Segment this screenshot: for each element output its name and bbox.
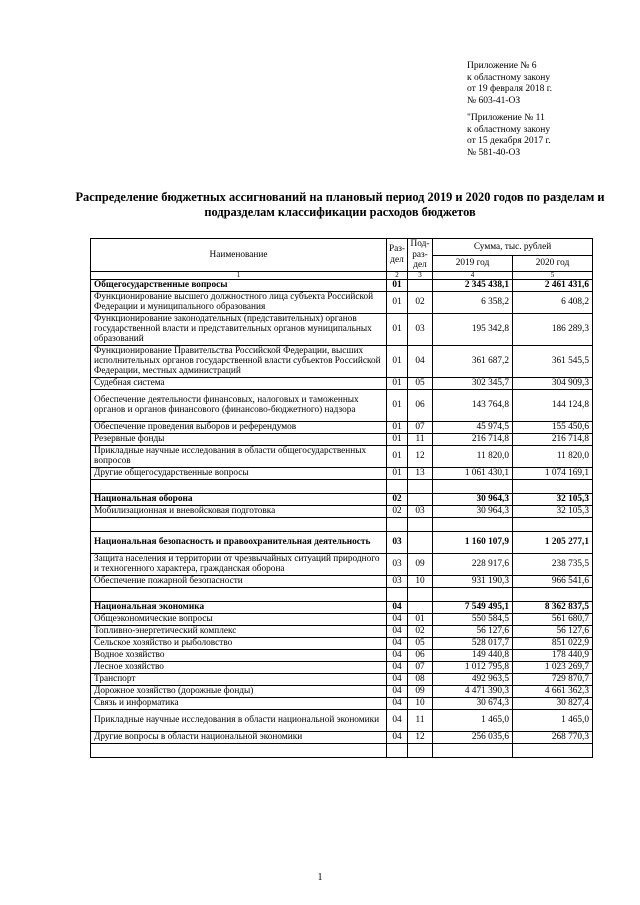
- table-row: [91, 575, 593, 587]
- cell-subsection: 13: [408, 467, 433, 479]
- cell-section: 01: [387, 279, 408, 291]
- empty-cell: [408, 587, 433, 601]
- table-row: [91, 389, 593, 421]
- cell-section: 01: [387, 467, 408, 479]
- header-year-2020: 2020 год: [513, 256, 593, 271]
- cell-subsection: [408, 531, 433, 553]
- column-number: 3: [408, 271, 433, 279]
- empty-cell: [408, 743, 433, 757]
- empty-cell: [513, 587, 593, 601]
- cell-amount-2019: 7 549 495,1: [433, 601, 513, 613]
- empty-cell: [433, 743, 513, 757]
- cell-section: 01: [387, 313, 408, 345]
- cell-subsection: 05: [408, 637, 433, 649]
- cell-amount-2019: 30 964,3: [433, 493, 513, 505]
- table-row: [91, 421, 593, 433]
- annex-line: "Приложение № 11: [467, 113, 545, 123]
- cell-section: 03: [387, 575, 408, 587]
- cell-name: Национальная экономика: [91, 601, 387, 613]
- cell-amount-2020: 238 735,5: [513, 553, 593, 575]
- empty-cell: [513, 517, 593, 531]
- cell-subsection: 01: [408, 613, 433, 625]
- cell-amount-2019: 30 674,3: [433, 697, 513, 709]
- cell-name: Топливно-энергетический комплекс: [91, 625, 387, 637]
- section-row: [91, 279, 593, 291]
- cell-section: 02: [387, 505, 408, 517]
- cell-name: Общеэкономические вопросы: [91, 613, 387, 625]
- cell-name: Судебная система: [91, 377, 387, 389]
- cell-amount-2019: 228 917,6: [433, 553, 513, 575]
- cell-name: Прикладные научные исследования в области общегосударственных вопросов: [91, 445, 387, 467]
- empty-cell: [387, 743, 408, 757]
- table-body: [91, 279, 593, 757]
- cell-section: 04: [387, 649, 408, 661]
- cell-amount-2019: 143 764,8: [433, 389, 513, 421]
- cell-subsection: 10: [408, 575, 433, 587]
- cell-amount-2019: 2 345 438,1: [433, 279, 513, 291]
- cell-subsection: 12: [408, 731, 433, 743]
- table-row: [91, 313, 593, 345]
- cell-subsection: 11: [408, 709, 433, 731]
- section-row: [91, 493, 593, 505]
- cell-amount-2019: 256 035,6: [433, 731, 513, 743]
- cell-amount-2019: 1 465,0: [433, 709, 513, 731]
- cell-name: Другие общегосударственные вопросы: [91, 467, 387, 479]
- cell-name: Лесное хозяйство: [91, 661, 387, 673]
- cell-section: 01: [387, 445, 408, 467]
- cell-amount-2019: 1 061 430,1: [433, 467, 513, 479]
- cell-name: Прикладные научные исследования в области национальной экономики: [91, 709, 387, 731]
- annex-reference-previous: [467, 113, 551, 159]
- empty-cell: [408, 479, 433, 493]
- spacer-row: [91, 479, 593, 493]
- cell-subsection: 03: [408, 505, 433, 517]
- cell-section: 04: [387, 697, 408, 709]
- table-row: [91, 505, 593, 517]
- table-row: [91, 445, 593, 467]
- cell-subsection: 08: [408, 673, 433, 685]
- table-row: [91, 697, 593, 709]
- cell-amount-2020: 1 465,0: [513, 709, 593, 731]
- cell-section: 04: [387, 685, 408, 697]
- cell-amount-2020: 56 127,6: [513, 625, 593, 637]
- cell-amount-2020: 1 023 269,7: [513, 661, 593, 673]
- cell-section: 01: [387, 433, 408, 445]
- cell-amount-2019: 528 017,7: [433, 637, 513, 649]
- cell-subsection: 10: [408, 697, 433, 709]
- cell-section: 04: [387, 709, 408, 731]
- cell-name: Обеспечение проведения выборов и референдумов: [91, 421, 387, 433]
- cell-subsection: 07: [408, 421, 433, 433]
- header-amount: Сумма, тыс. рублей: [433, 239, 593, 256]
- empty-cell: [513, 479, 593, 493]
- table-row: [91, 625, 593, 637]
- cell-name: Обеспечение деятельности финансовых, налоговых и таможенных органов и органов финансового (финансово-бюджетного) надзора: [91, 389, 387, 421]
- spacer-row: [91, 743, 593, 757]
- cell-section: 04: [387, 637, 408, 649]
- cell-amount-2020: 6 408,2: [513, 291, 593, 313]
- cell-amount-2019: 56 127,6: [433, 625, 513, 637]
- cell-name: Резервные фонды: [91, 433, 387, 445]
- cell-subsection: [408, 493, 433, 505]
- cell-amount-2019: 6 358,2: [433, 291, 513, 313]
- cell-name: Сельское хозяйство и рыболовство: [91, 637, 387, 649]
- empty-cell: [91, 743, 387, 757]
- cell-name: Другие вопросы в области национальной экономики: [91, 731, 387, 743]
- table-row: [91, 345, 593, 377]
- table-row: [91, 661, 593, 673]
- cell-name: Функционирование законодательных (представительных) органов государственной власти и представительных органов муниципальных образований: [91, 313, 387, 345]
- annex-reference-current: [467, 61, 552, 107]
- cell-subsection: 06: [408, 649, 433, 661]
- annex-line: к областному закону: [467, 124, 551, 135]
- annex-line: от 19 февраля 2018 г.: [467, 84, 552, 95]
- table-row: [91, 685, 593, 697]
- cell-name: Водное хозяйство: [91, 649, 387, 661]
- cell-amount-2020: 32 105,3: [513, 505, 593, 517]
- cell-amount-2020: 30 827,4: [513, 697, 593, 709]
- header-section: Раз-дел: [387, 239, 408, 272]
- cell-section: 04: [387, 673, 408, 685]
- table-row: [91, 731, 593, 743]
- cell-subsection: 02: [408, 291, 433, 313]
- cell-section: 04: [387, 613, 408, 625]
- cell-amount-2020: 851 022,9: [513, 637, 593, 649]
- cell-section: 01: [387, 345, 408, 377]
- cell-amount-2019: 302 345,7: [433, 377, 513, 389]
- empty-cell: [387, 587, 408, 601]
- cell-subsection: 02: [408, 625, 433, 637]
- cell-section: 04: [387, 661, 408, 673]
- table-row: [91, 709, 593, 731]
- cell-amount-2020: 11 820,0: [513, 445, 593, 467]
- page-number: 1: [317, 872, 323, 883]
- cell-amount-2019: 492 963,5: [433, 673, 513, 685]
- cell-subsection: 06: [408, 389, 433, 421]
- cell-amount-2020: 32 105,3: [513, 493, 593, 505]
- table-row: [91, 291, 593, 313]
- cell-name: Связь и информатика: [91, 697, 387, 709]
- cell-amount-2020: 966 541,6: [513, 575, 593, 587]
- cell-subsection: 05: [408, 377, 433, 389]
- cell-name: Мобилизационная и вневойсковая подготовка: [91, 505, 387, 517]
- section-row: [91, 531, 593, 553]
- table-row: [91, 377, 593, 389]
- cell-amount-2020: 361 545,5: [513, 345, 593, 377]
- table-row: [91, 673, 593, 685]
- cell-amount-2019: 11 820,0: [433, 445, 513, 467]
- column-number: 5: [513, 271, 593, 279]
- cell-name: Защита населения и территории от чрезвычайных ситуаций природного и техногенного характера, гражданская оборона: [91, 553, 387, 575]
- cell-section: 01: [387, 389, 408, 421]
- empty-cell: [91, 587, 387, 601]
- annex-line: № 603-41-ОЗ: [467, 95, 521, 106]
- cell-section: 01: [387, 291, 408, 313]
- cell-amount-2020: 268 770,3: [513, 731, 593, 743]
- cell-section: 01: [387, 377, 408, 389]
- empty-cell: [91, 517, 387, 531]
- cell-amount-2019: 1 160 107,9: [433, 531, 513, 553]
- cell-subsection: [408, 601, 433, 613]
- header-name: Наименование: [91, 239, 387, 272]
- cell-subsection: [408, 279, 433, 291]
- cell-amount-2019: 4 471 390,3: [433, 685, 513, 697]
- cell-section: 03: [387, 553, 408, 575]
- cell-amount-2020: 186 289,3: [513, 313, 593, 345]
- cell-amount-2020: 4 661 362,3: [513, 685, 593, 697]
- cell-amount-2020: 2 461 431,6: [513, 279, 593, 291]
- cell-amount-2019: 1 012 795,8: [433, 661, 513, 673]
- cell-subsection: 12: [408, 445, 433, 467]
- annex-line: к областному закону: [467, 72, 551, 83]
- cell-subsection: 11: [408, 433, 433, 445]
- cell-amount-2020: 144 124,8: [513, 389, 593, 421]
- column-number: 2: [387, 271, 408, 279]
- document-title: Распределение бюджетных ассигнований на плановый период 2019 и 2020 годов по разделам и подразделам классификации расходов бюджетов: [75, 190, 605, 219]
- cell-amount-2019: 931 190,3: [433, 575, 513, 587]
- cell-subsection: 04: [408, 345, 433, 377]
- annex-line: № 581-40-ОЗ: [467, 147, 521, 158]
- cell-name: Общегосударственные вопросы: [91, 279, 387, 291]
- cell-name: Функционирование высшего должностного лица субъекта Российской Федерации и муниципального образования: [91, 291, 387, 313]
- empty-cell: [91, 479, 387, 493]
- column-number-row: [91, 271, 593, 279]
- cell-section: 04: [387, 625, 408, 637]
- table-row: [91, 637, 593, 649]
- cell-section: 04: [387, 601, 408, 613]
- cell-name: Обеспечение пожарной безопасности: [91, 575, 387, 587]
- column-number: 1: [91, 271, 387, 279]
- annex-line: Приложение № 6: [467, 61, 537, 71]
- spacer-row: [91, 587, 593, 601]
- cell-amount-2020: 1 074 169,1: [513, 467, 593, 479]
- cell-amount-2019: 361 687,2: [433, 345, 513, 377]
- cell-subsection: 07: [408, 661, 433, 673]
- cell-amount-2020: 216 714,8: [513, 433, 593, 445]
- cell-amount-2019: 30 964,3: [433, 505, 513, 517]
- cell-section: 04: [387, 731, 408, 743]
- cell-amount-2019: 149 440,8: [433, 649, 513, 661]
- empty-cell: [433, 517, 513, 531]
- cell-amount-2019: 216 714,8: [433, 433, 513, 445]
- cell-amount-2020: 155 450,6: [513, 421, 593, 433]
- spacer-row: [91, 517, 593, 531]
- empty-cell: [433, 587, 513, 601]
- annex-line: от 15 декабря 2017 г.: [467, 136, 551, 147]
- table-row: [91, 553, 593, 575]
- cell-amount-2020: 1 205 277,1: [513, 531, 593, 553]
- cell-name: Дорожное хозяйство (дорожные фонды): [91, 685, 387, 697]
- cell-subsection: 09: [408, 685, 433, 697]
- cell-amount-2019: 45 974,5: [433, 421, 513, 433]
- empty-cell: [433, 479, 513, 493]
- empty-cell: [387, 517, 408, 531]
- budget-table: [90, 238, 593, 758]
- cell-section: 02: [387, 493, 408, 505]
- empty-cell: [513, 743, 593, 757]
- cell-subsection: 09: [408, 553, 433, 575]
- cell-amount-2020: 178 440,9: [513, 649, 593, 661]
- empty-cell: [387, 479, 408, 493]
- cell-section: 03: [387, 531, 408, 553]
- column-number: 4: [433, 271, 513, 279]
- cell-name: Функционирование Правительства Российской Федерации, высших исполнительных органов государственной власти субъектов Российской Федерации, местных администраций: [91, 345, 387, 377]
- table-row: [91, 649, 593, 661]
- cell-subsection: 03: [408, 313, 433, 345]
- table-row: [91, 433, 593, 445]
- cell-section: 01: [387, 421, 408, 433]
- empty-cell: [408, 517, 433, 531]
- cell-amount-2019: 195 342,8: [433, 313, 513, 345]
- cell-name: Национальная оборона: [91, 493, 387, 505]
- header-subsection: Под-раз-дел: [408, 239, 433, 272]
- header-year-2019: 2019 год: [433, 256, 513, 271]
- cell-amount-2020: 304 909,3: [513, 377, 593, 389]
- table-row: [91, 467, 593, 479]
- cell-name: Транспорт: [91, 673, 387, 685]
- cell-amount-2020: 561 680,7: [513, 613, 593, 625]
- cell-amount-2019: 550 584,5: [433, 613, 513, 625]
- cell-amount-2020: 729 870,7: [513, 673, 593, 685]
- section-row: [91, 601, 593, 613]
- cell-amount-2020: 8 362 837,5: [513, 601, 593, 613]
- cell-name: Национальная безопасность и правоохранительная деятельность: [91, 531, 387, 553]
- table-row: [91, 613, 593, 625]
